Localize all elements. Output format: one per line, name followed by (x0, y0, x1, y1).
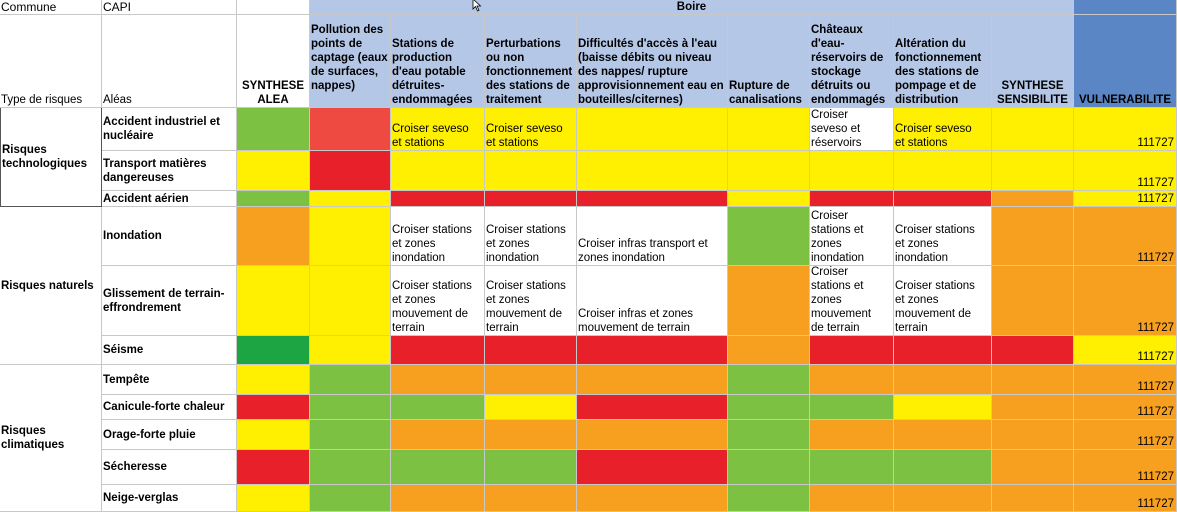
risk-cell[interactable] (810, 151, 894, 191)
risk-cell[interactable] (391, 365, 485, 395)
risk-cell[interactable] (391, 191, 485, 207)
risk-cell[interactable] (485, 336, 577, 365)
risk-cell[interactable] (810, 450, 894, 485)
risk-cell[interactable] (577, 151, 728, 191)
risk-cell[interactable] (577, 450, 728, 485)
synthese-sensibilite-cell[interactable] (992, 420, 1074, 450)
risk-cell-text: Croiser stations et zones inondation (811, 210, 865, 264)
risk-cell-text: Croiser infras transport et zones inondation (578, 238, 708, 264)
alea-label[interactable]: Inondation (102, 207, 237, 266)
risk-cell[interactable] (810, 336, 894, 365)
risk-cell[interactable] (577, 395, 728, 420)
risk-cell[interactable] (728, 420, 810, 450)
synthese-sensibilite-cell[interactable] (992, 207, 1074, 266)
cell-a1-commune[interactable]: Commune (0, 0, 102, 15)
risk-cell[interactable] (391, 207, 485, 266)
risk-cell[interactable] (310, 191, 391, 207)
risk-cell[interactable] (391, 266, 485, 336)
risk-cell[interactable] (728, 266, 810, 336)
header-type-risques[interactable]: Type de risques (0, 15, 102, 108)
alea-label[interactable]: Canicule-forte chaleur (102, 395, 237, 420)
risk-cell[interactable] (391, 151, 485, 191)
risk-cell[interactable] (810, 266, 894, 336)
risk-cell[interactable] (391, 485, 485, 512)
alea-label[interactable]: Transport matières dangereuses (102, 151, 237, 191)
risk-cell[interactable] (810, 395, 894, 420)
risk-cell[interactable] (728, 450, 810, 485)
risk-cell[interactable] (310, 395, 391, 420)
header-aleas[interactable]: Aléas (102, 15, 237, 108)
risk-cell[interactable] (485, 151, 577, 191)
cell-c1-empty[interactable] (237, 0, 310, 15)
risk-cell[interactable] (810, 191, 894, 207)
risk-cell[interactable] (894, 336, 992, 365)
risk-cell-text: Croiser stations et zones mouvement de terrain (486, 280, 566, 334)
mouse-pointer-icon (472, 0, 484, 12)
risk-cell[interactable] (310, 108, 391, 151)
synthese-sensibilite-cell[interactable] (992, 336, 1074, 365)
alea-label[interactable]: Accident aérien (102, 191, 237, 207)
synthese-sensibilite-cell[interactable] (992, 365, 1074, 395)
header-perturbations[interactable]: Perturbations ou non fonctionnement des stations de traitement (485, 15, 577, 108)
risk-cell[interactable] (894, 191, 992, 207)
risk-cell[interactable] (894, 420, 992, 450)
synthese-sensibilite-cell[interactable] (992, 151, 1074, 191)
risk-cell[interactable] (391, 108, 485, 151)
header-rupture-canalisations[interactable]: Rupture de canalisations (728, 15, 810, 108)
risk-cell-text: Croiser stations et zones inondation (392, 224, 472, 264)
risk-cell[interactable] (728, 108, 810, 151)
risk-cell[interactable] (894, 207, 992, 266)
risk-cell[interactable] (485, 207, 577, 266)
alea-label[interactable]: Orage-forte pluie (102, 420, 237, 450)
synthese-sensibilite-cell[interactable] (992, 191, 1074, 207)
risk-cell[interactable] (894, 450, 992, 485)
risk-cell[interactable] (310, 485, 391, 512)
risk-cell[interactable] (728, 336, 810, 365)
vulnerabilite-value[interactable]: 111727 (1074, 336, 1177, 365)
risk-cell[interactable] (391, 336, 485, 365)
risk-cell-text: Croiser seveso et stations (895, 123, 972, 149)
risk-cell[interactable] (485, 191, 577, 207)
risk-cell[interactable] (485, 266, 577, 336)
vulnerabilite-value[interactable]: 111727 (1074, 266, 1177, 336)
risk-cell[interactable] (728, 191, 810, 207)
risk-cell[interactable] (310, 207, 391, 266)
synthese-alea-cell[interactable] (237, 266, 310, 336)
header-pollution[interactable]: Pollution des points de captage (eaux de surfaces, nappes) (310, 15, 391, 108)
risk-cell[interactable] (391, 420, 485, 450)
risk-cell[interactable] (485, 108, 577, 151)
risk-cell[interactable] (728, 395, 810, 420)
risk-cell[interactable] (577, 108, 728, 151)
synthese-alea-cell[interactable] (237, 191, 310, 207)
vulnerabilite-value[interactable]: 111727 (1074, 151, 1177, 191)
group-risques-climatiques[interactable]: Risques climatiques (0, 365, 102, 512)
risk-cell-text: Croiser stations et zones inondation (486, 224, 566, 264)
synthese-alea-cell[interactable] (237, 395, 310, 420)
risk-cell[interactable] (577, 207, 728, 266)
risk-cell-text: Croiser seveso et stations (486, 123, 563, 149)
risk-cell[interactable] (310, 450, 391, 485)
risk-cell-text: Croiser stations et zones mouvement de terrain (895, 280, 975, 334)
alea-label[interactable]: Neige-verglas (102, 485, 237, 512)
risk-cell-text: Croiser stations et zones mouvement de terrain (811, 266, 872, 334)
risk-cell[interactable] (894, 266, 992, 336)
header-stations-production[interactable]: Stations de production d'eau potable détruites-endommagées (391, 15, 485, 108)
header-alteration[interactable]: Altération du fonctionnement des stations de pompage et de distribution (894, 15, 992, 108)
risk-cell[interactable] (310, 420, 391, 450)
risk-cell[interactable] (391, 395, 485, 420)
vulnerabilite-value[interactable]: 111727 (1074, 365, 1177, 395)
synthese-sensibilite-cell[interactable] (992, 485, 1074, 512)
boire-header[interactable]: Boire (310, 0, 1074, 15)
synthese-alea-cell[interactable] (237, 108, 310, 151)
risk-cell[interactable] (810, 108, 894, 151)
risk-cell[interactable] (894, 485, 992, 512)
vulnerabilite-value[interactable]: 111727 (1074, 395, 1177, 420)
risk-cell[interactable] (310, 336, 391, 365)
risk-cell[interactable] (577, 420, 728, 450)
synthese-alea-cell[interactable] (237, 420, 310, 450)
header-vulnerabilite[interactable]: VULNERABILITE (1074, 15, 1177, 108)
alea-label[interactable]: Accident industriel et nucléaire (102, 108, 237, 151)
group-risques-naturels[interactable]: Risques naturels (0, 207, 102, 365)
risk-cell[interactable] (310, 266, 391, 336)
risk-cell[interactable] (310, 365, 391, 395)
risk-cell[interactable] (310, 151, 391, 191)
risk-cell[interactable] (728, 365, 810, 395)
alea-label[interactable]: Sécheresse (102, 450, 237, 485)
risk-cell-text: Croiser stations et zones mouvement de terrain (392, 280, 472, 334)
risk-cell[interactable] (894, 108, 992, 151)
alea-label[interactable]: Glissement de terrain-effrondrement (102, 266, 237, 336)
risk-cell-text: Croiser infras et zones mouvement de terrain (578, 308, 694, 334)
header-synthese-alea[interactable]: SYNTHESE ALEA (237, 15, 310, 108)
risk-cell[interactable] (728, 151, 810, 191)
risk-cell[interactable] (810, 485, 894, 512)
vulnerabilite-value[interactable]: 111727 (1074, 485, 1177, 512)
risk-cell[interactable] (577, 485, 728, 512)
risk-cell[interactable] (894, 395, 992, 420)
risk-cell-text: Croiser stations et zones inondation (895, 224, 975, 264)
risk-cell[interactable] (894, 151, 992, 191)
risk-cell[interactable] (728, 207, 810, 266)
risk-cell[interactable] (810, 207, 894, 266)
vulnerabilite-value[interactable]: 111727 (1074, 207, 1177, 266)
alea-label[interactable]: Séisme (102, 336, 237, 365)
synthese-alea-cell[interactable] (237, 336, 310, 365)
header-difficultes-acces[interactable]: Difficultés d'accès à l'eau (baisse débits ou niveau des nappes/ rupture approvisionnement eau en bouteilles/citernes) (577, 15, 728, 108)
synthese-sensibilite-cell[interactable] (992, 266, 1074, 336)
vulnerabilite-value[interactable]: 111727 (1074, 450, 1177, 485)
vulnerabilite-top-cell[interactable] (1074, 0, 1177, 15)
risk-cell[interactable] (810, 420, 894, 450)
risk-cell-text: Croiser seveso et réservoirs (811, 109, 862, 149)
synthese-alea-cell[interactable] (237, 450, 310, 485)
synthese-alea-cell[interactable] (237, 365, 310, 395)
synthese-alea-cell[interactable] (237, 207, 310, 266)
risk-cell[interactable] (577, 266, 728, 336)
vulnerabilite-value[interactable]: 111727 (1074, 420, 1177, 450)
vulnerabilite-value[interactable]: 111727 (1074, 108, 1177, 151)
risk-cell[interactable] (728, 485, 810, 512)
header-synthese-sensibilite[interactable]: SYNTHESE SENSIBILITE (992, 15, 1074, 108)
risk-cell[interactable] (485, 395, 577, 420)
alea-label[interactable]: Tempête (102, 365, 237, 395)
vulnerabilite-value[interactable]: 111727 (1074, 191, 1177, 207)
synthese-sensibilite-cell[interactable] (992, 450, 1074, 485)
risk-cell[interactable] (894, 365, 992, 395)
cell-b1-capi[interactable]: CAPI (102, 0, 237, 15)
group-risques-technologiques[interactable]: Risques technologiques (0, 108, 102, 207)
synthese-sensibilite-cell[interactable] (992, 395, 1074, 420)
risk-cell[interactable] (577, 191, 728, 207)
risk-cell-text: Croiser seveso et stations (392, 123, 469, 149)
risk-cell[interactable] (485, 485, 577, 512)
synthese-alea-cell[interactable] (237, 151, 310, 191)
risk-cell[interactable] (391, 450, 485, 485)
risk-cell[interactable] (577, 365, 728, 395)
synthese-sensibilite-cell[interactable] (992, 108, 1074, 151)
risk-cell[interactable] (485, 365, 577, 395)
risk-cell[interactable] (810, 365, 894, 395)
header-chateaux-eau[interactable]: Châteaux d'eau-réservoirs de stockage détruits ou endommagés (810, 15, 894, 108)
risk-cell[interactable] (577, 336, 728, 365)
risk-cell[interactable] (485, 420, 577, 450)
risk-cell[interactable] (485, 450, 577, 485)
synthese-alea-cell[interactable] (237, 485, 310, 512)
